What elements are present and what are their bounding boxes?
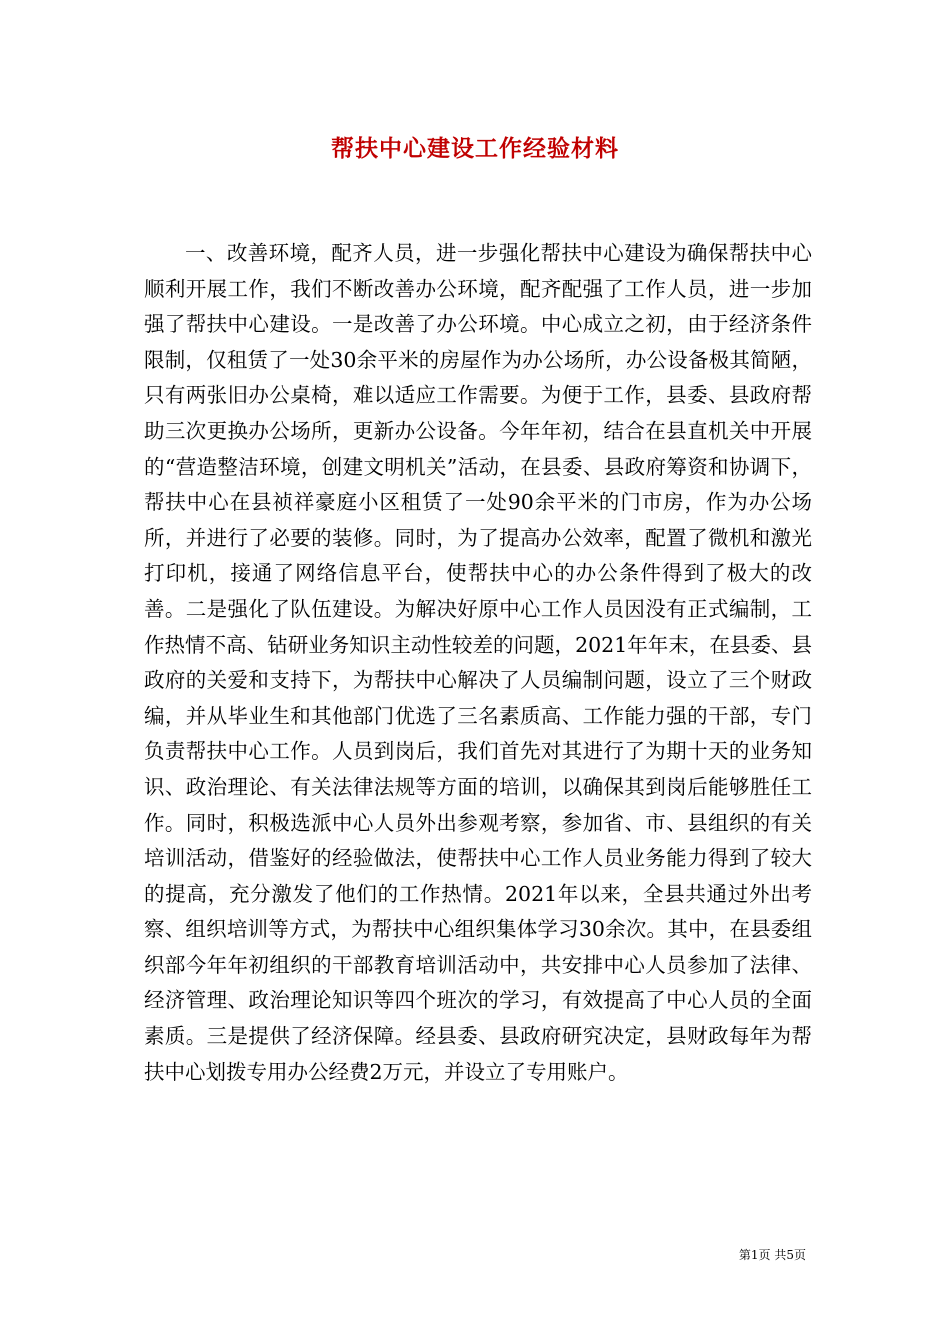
- document-title: 帮扶中心建设工作经验材料: [331, 135, 619, 162]
- page-footer: [739, 1246, 806, 1263]
- footer-current-page: 1: [750, 1248, 759, 1262]
- body-paragraph: 一、改善环境，配齐人员，进一步强化帮扶中心建设为确保帮扶中心顺利开展工作，我们不断改善办公环境，配齐配强了工作人员，进一步加强了帮扶中心建设。一是改善了办公环境。中心成立之初，由于经济条件限制，仅租赁了一处30余平米的房屋作为办公场所，办公设备极其简陋，只有两张旧办公桌椅，难以适应工作需要。为便于工作，县委、县政府帮助三次更换办公场所，更新办公设备。今年年初，结合在县直机关中开展的“营造整洁环境，创建文明机关”活动，在县委、县政府筹资和协调下，帮扶中心在县祯祥豪庭小区租赁了一处90余平米的门市房，作为办公场所，并进行了必要的装修。同时，为了提高办公效率，配置了微机和激光打印机，接通了网络信息平台，使帮扶中心的办公条件得到了极大的改善。二是强化了队伍建设。为解决好原中心工作人员因没有正式编制，工作热情不高、钻研业务知识主动性较差的问题，2021年年末，在县委、县政府的关爱和支持下，为帮扶中心解决了人员编制问题，设立了三个财政编，并从毕业生和其他部门优选了三名素质高、工作能力强的干部，专门负责帮扶中心工作。人员到岗后，我们首先对其进行了为期十天的业务知识、政治理论、有关法律法规等方面的培训，以确保其到岗后能够胜任工作。同时，积极选派中心人员外出参观考察，参加省、市、县组织的有关培训活动，借鉴好的经验做法，使帮扶中心工作人员业务能力得到了较大的提高，充分激发了他们的工作热情。2021年以来，全县共通过外出考察、组织培训等方式，为帮扶中心组织集体学习30余次。其中，在县委组织部今年年初组织的干部教育培训活动中，共安排中心人员参加了法律、经济管理、政治理论知识等四个班次的学习，有效提高了中心人员的全面素质。三是提供了经济保障。经县委、县政府研究决定，县财政每年为帮扶中心划拨专用办公经费2万元，并设立了专用账户。: [144, 241, 812, 1084]
- footer-suffix: 页: [793, 1248, 806, 1262]
- footer-prefix: 第: [738, 1248, 751, 1262]
- footer-middle: 页 共: [758, 1248, 787, 1262]
- footer-total-pages: 5: [786, 1248, 794, 1262]
